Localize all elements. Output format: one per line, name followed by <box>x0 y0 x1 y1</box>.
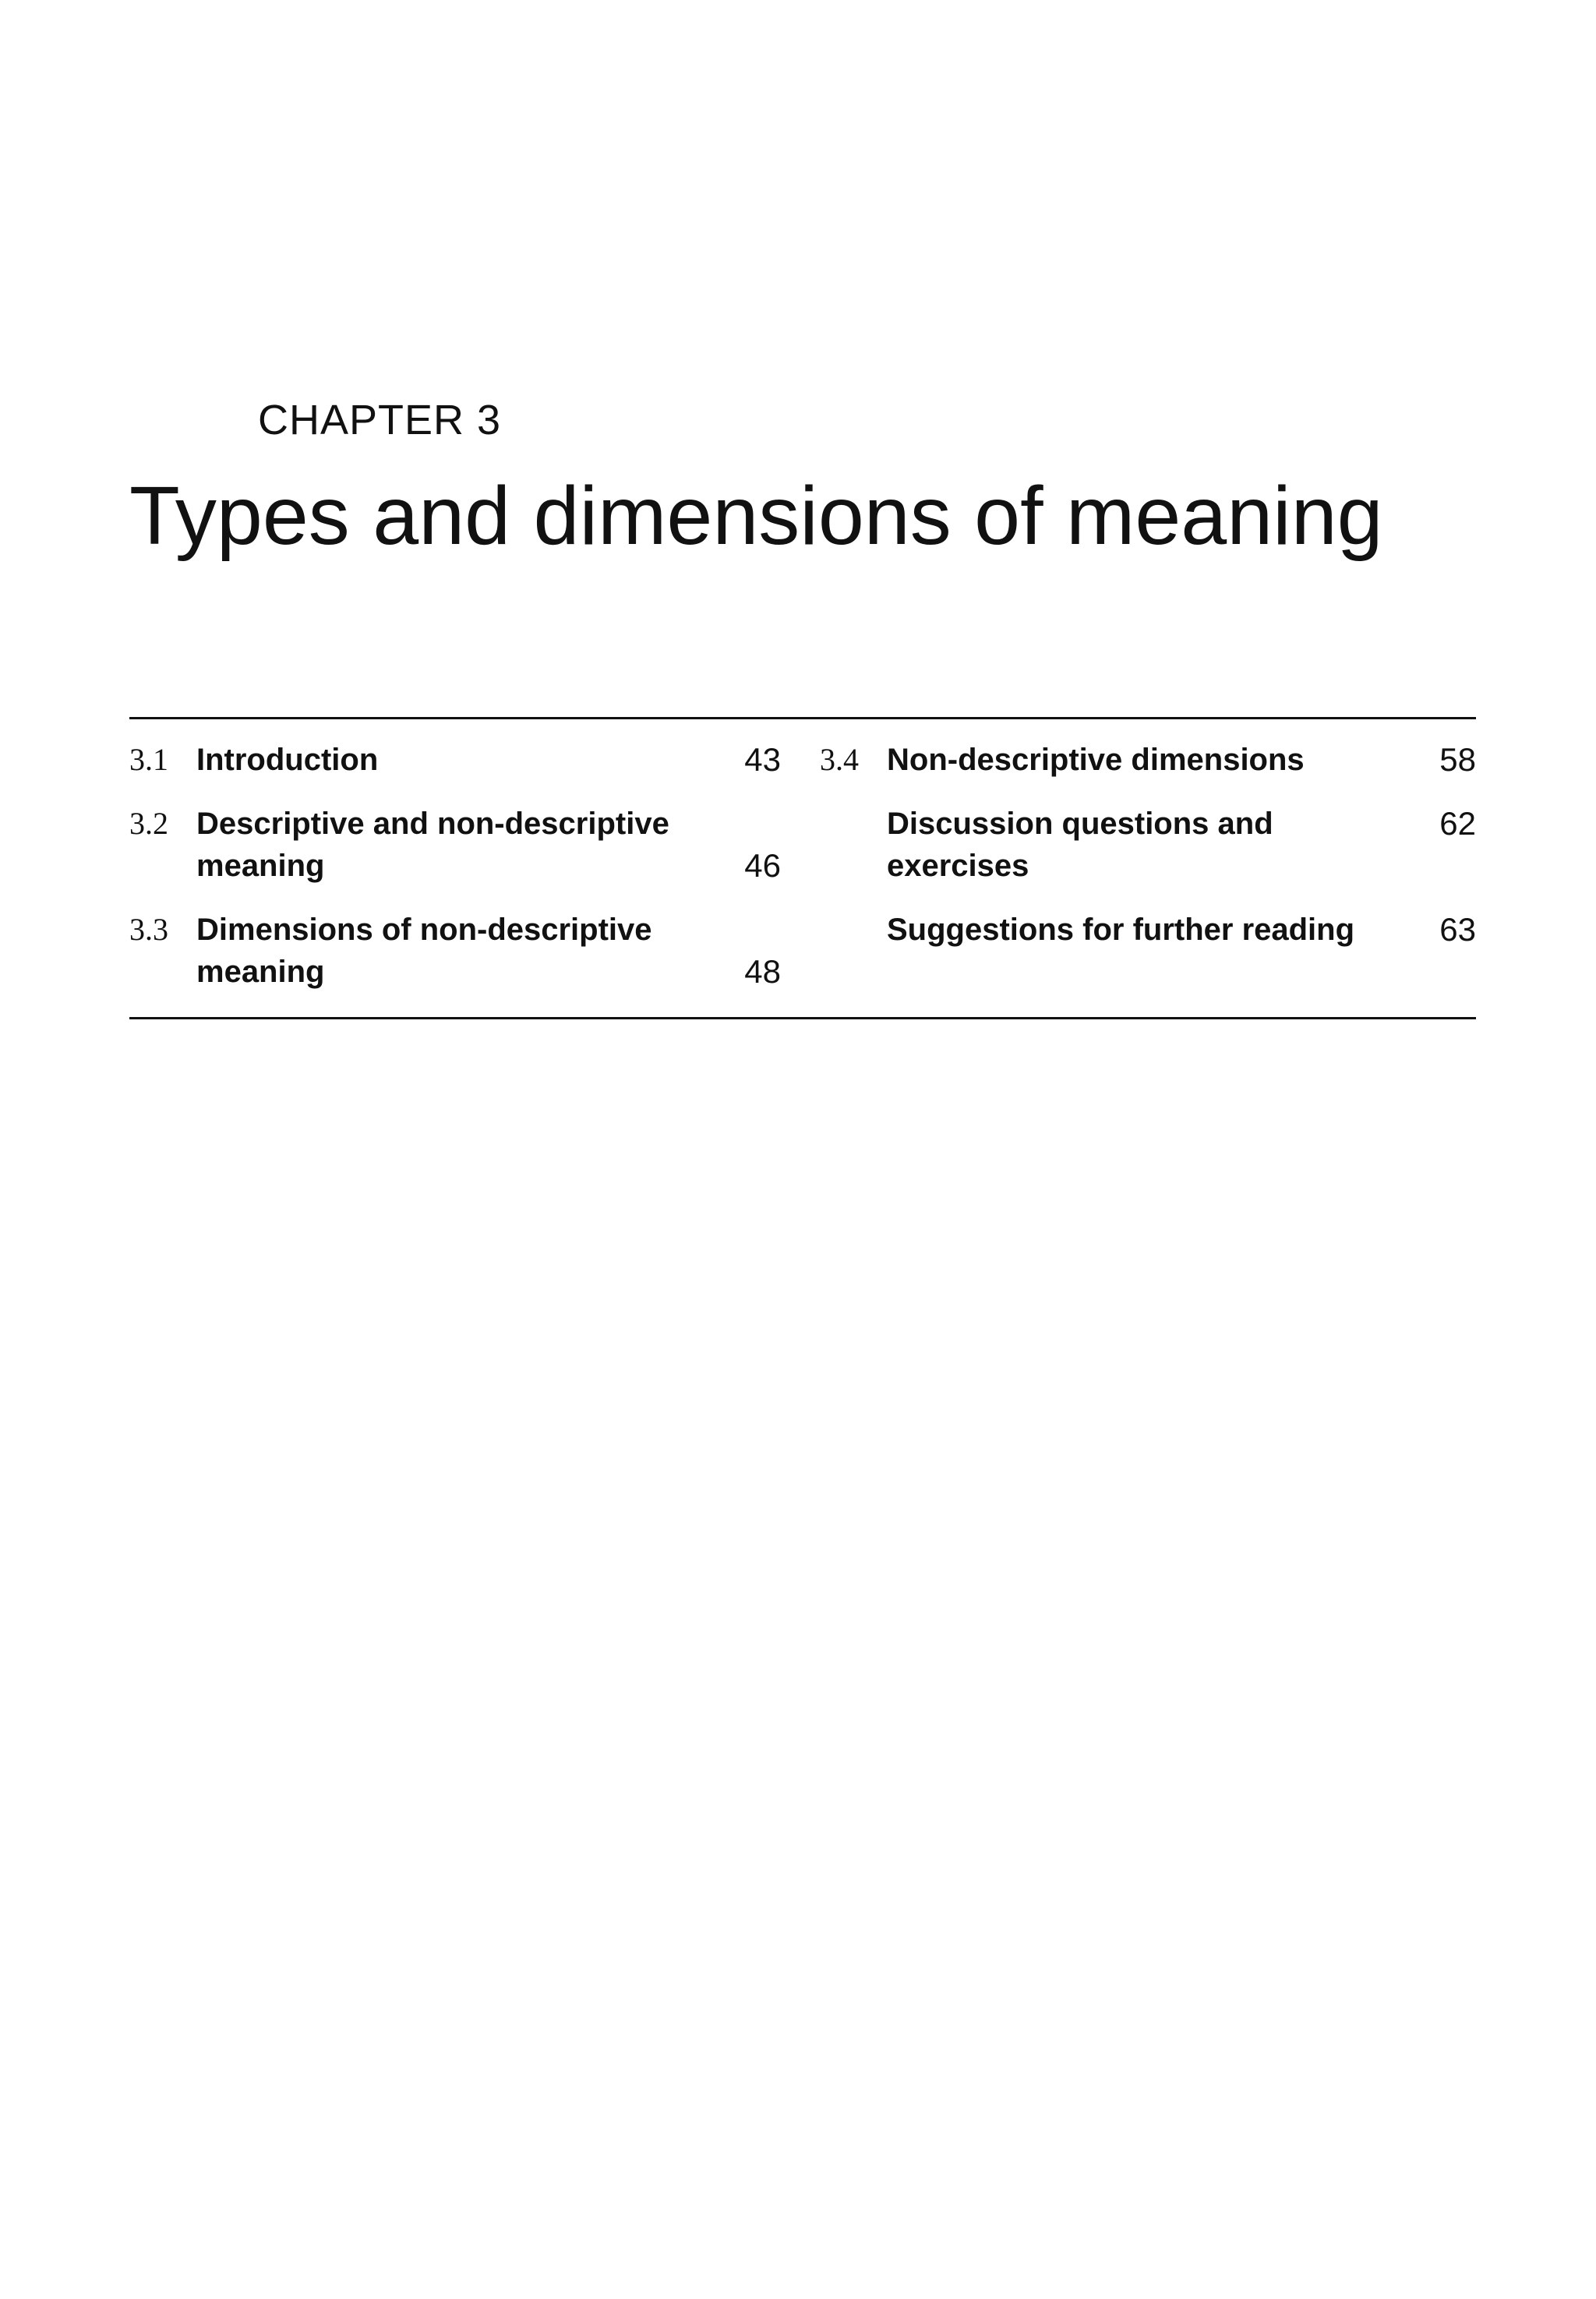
toc-entry-further-reading[interactable] <box>820 909 1476 951</box>
toc-entry-title: Discussion questions and exercises <box>887 807 1273 883</box>
toc-entry-title: Non-descriptive dimensions <box>887 743 1305 777</box>
toc-entry-discussion-questions[interactable] <box>820 803 1476 887</box>
contents-right-column <box>820 739 1476 973</box>
chapter-title: Types and dimensions of meaning <box>129 470 1383 562</box>
toc-top-rule <box>129 717 1476 719</box>
toc-entry-page: 58 <box>1439 741 1476 778</box>
toc-entry-3-1[interactable] <box>129 739 781 781</box>
toc-entry-3-2[interactable] <box>129 803 781 887</box>
toc-bottom-rule <box>129 1017 1476 1019</box>
chapter-contents <box>129 739 1476 1004</box>
toc-entry-3-3[interactable] <box>129 909 781 993</box>
toc-entry-number: 3.4 <box>820 742 859 777</box>
toc-entry-page: 43 <box>744 741 781 778</box>
toc-entry-number: 3.3 <box>129 912 168 947</box>
toc-entry-page: 62 <box>1439 805 1476 842</box>
toc-entry-page: 48 <box>744 953 781 990</box>
toc-entry-title: Dimensions of non-descriptive meaning <box>196 913 652 989</box>
chapter-label: CHAPTER 3 <box>258 397 502 443</box>
contents-left-column <box>129 739 781 1015</box>
toc-entry-page: 46 <box>744 847 781 884</box>
toc-entry-title: Descriptive and non-descriptive meaning <box>196 807 669 883</box>
toc-entry-title: Suggestions for further reading <box>887 913 1355 947</box>
toc-entry-title: Introduction <box>196 743 379 777</box>
toc-entry-number: 3.2 <box>129 806 168 841</box>
toc-entry-number: 3.1 <box>129 742 168 777</box>
toc-entry-page: 63 <box>1439 911 1476 948</box>
toc-entry-3-4[interactable] <box>820 739 1476 781</box>
